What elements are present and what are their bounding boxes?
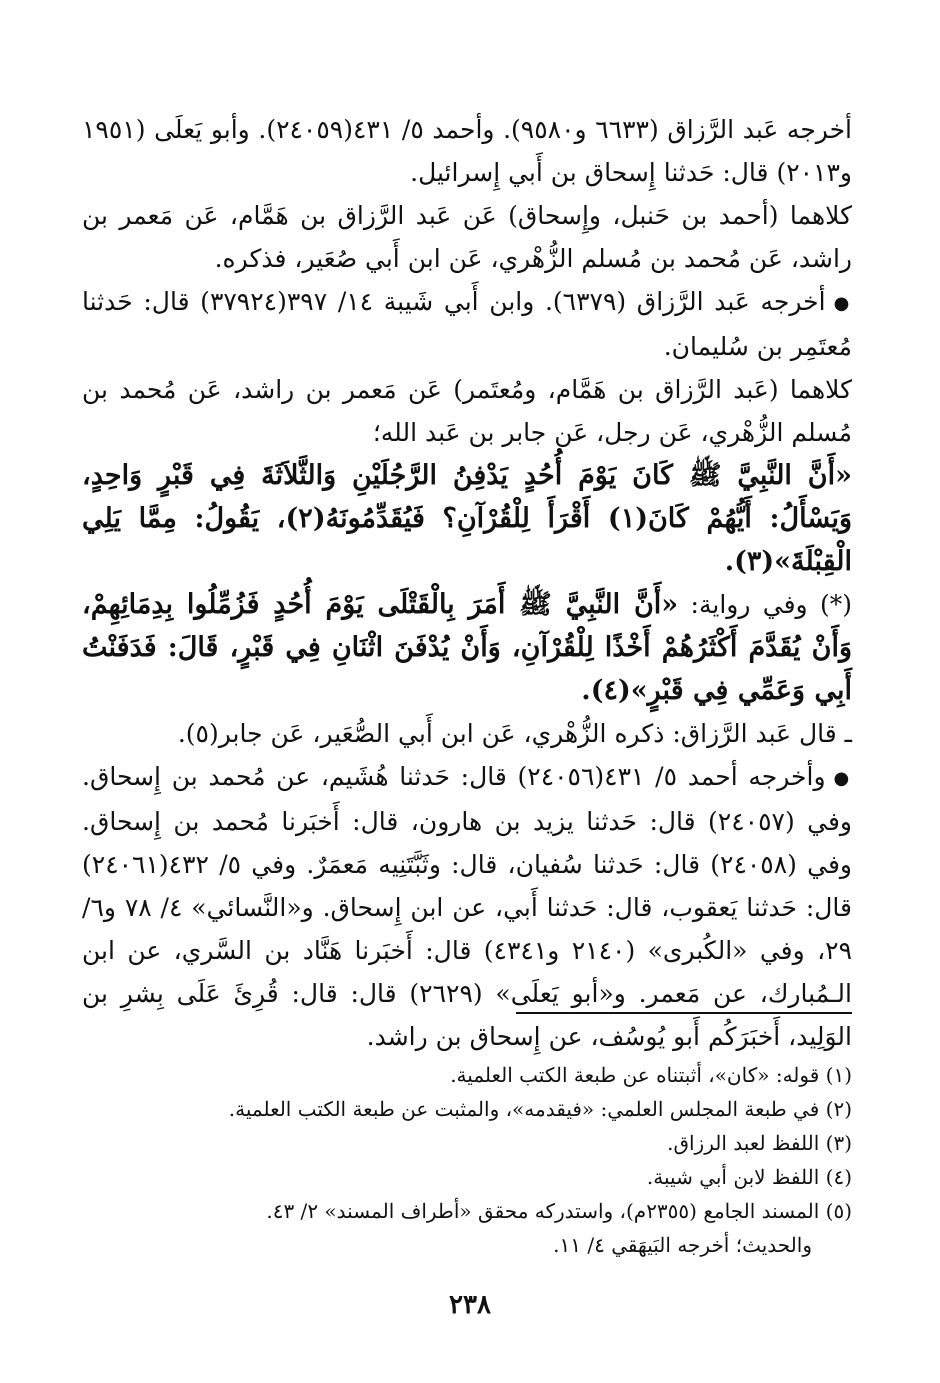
paragraph-text: كلاهما (عَبد الرَّزاق بن هَمَّام، ومُعتَمر) عَن مَعمر بن راشد، عَن مُحمد بن مُسلم الزُّهْري، عَن رجل، عَن جابر بن عَبد الله؛ [82,375,852,447]
paragraph [82,368,852,454]
page-number: ٢٣٨ [449,1290,491,1320]
abdurrazzaq-note [82,712,852,755]
footnotes [82,1058,852,1262]
riwaya-paragraph [82,583,852,712]
bullet-icon: ● [833,293,852,314]
paragraph [82,280,852,368]
paragraph-text: كلاهما (أحمد بن حَنبل، وإِسحاق) عَن عَبد الرَّزاق بن هَمَّام، عَن مَعمر بن راشد، عَن مُحمد بن مُسلم الزُّهْري، عَن ابن أَبي صُعَير، فذكره. [82,201,852,273]
footnote: (٢) في طبعة المجلس العلمي: «فيقدمه»، والمثبت عن طبعة الكتب العلمية. [228,1097,852,1121]
footnote: (٤) اللفظ لابن أبي شيبة. [646,1165,852,1189]
hadith-text [82,454,852,583]
hadith-main: «أَنَّ النَّبِيَّ ﷺ كَانَ يَوْمَ أُحُدٍ يَدْفِنُ الرَّجُلَيْنِ وَالثَّلاَثَةَ فِي قَبْرٍ وَاحِدٍ، وَيَسْأَلُ: أَيُّهُمْ كَانَ(١) أَقْرَأَ لِلْقُرْآنِ؟ فَيُقَدِّمُونَهُ(٢)، يَقُولُ: مِمَّا يَلِي الْقِبْلَةَ»(٣). [82,460,852,577]
footnote-continuation: والحديث؛ أخرجه البَيهَقي ٤/ ١١. [553,1233,812,1257]
main-text [82,108,852,1058]
paragraph [82,194,852,280]
bullet-icon: ● [833,768,852,789]
footnote-divider [516,1012,852,1014]
paragraph-text: أخرجه عَبد الرَّزاق (٦٣٧٩). وابن أَبي شَيبة ١٤/ ٣٩٧(٣٧٩٢٤) قال: حَدثنا مُعتَمِر بن سُليمان. [82,287,852,361]
footnote: (٣) اللفظ لعبد الرزاق. [667,1131,852,1155]
paragraph [82,108,852,194]
footnote: (١) قوله: «كان»، أثبتناه عن طبعة الكتب العلمية. [450,1063,852,1087]
paragraph-text: أخرجه عَبد الرَّزاق (٦٦٣٣ و٩٥٨٠). وأحمد ٥/ ٤٣١(٢٤٠٥٩). وأبو يَعلَى (١٩٥١ و٢٠١٣) قال: حَدثنا إِسحاق بن أَبي إِسرائيل. [82,115,852,187]
riwaya-text: «أَنَّ النَّبِيَّ ﷺ أَمَرَ بِالْقَتْلَى يَوْمَ أُحُدٍ فَزُمِّلُوا بِدِمَائِهِمْ، وَأَنْ يُقَدَّمَ أَكْثَرُهُمْ أَخْذًا لِلْقُرْآنِ، وَأَنْ يُدْفَنَ اثْنَانِ فِي قَبْرٍ، قَالَ: فَدَفَنْتُ أَبِي وَعَمِّي فِي قَبْرٍ»(٤). [82,589,852,706]
paragraph-text: وأخرجه أحمد ٥/ ٤٣١(٢٤٠٥٦) قال: حَدثنا هُشَيم، عن مُحمد بن إِسحاق. وفي (٢٤٠٥٧) قال: حَدثنا يزيد بن هارون، قال: أَخبَرنا مُحمد بن إِسحاق. وفي (٢٤٠٥٨) قال: حَدثنا سُفيان، قال: وثَبَّتَنِيه مَعمَرٌ. وفي ٥/ ٤٣٢(٢٤٠٦١) قال: حَدثنا يَعقوب، قال: حَدثنا أَبي، عن ابن إِسحاق. و«النَّسائي» ٤/ ٧٨ و٦/ ٢٩، وفي «الكُبرى» (٢١٤٠ و٤٣٤١) قال: أَخبَرنا هَنَّاد بن السَّري، عن ابن الـمُبارك، عن مَعمر. و«أبو يَعلَى» (٢٦٢٩) قال: قال: قُرِئَ عَلَى بِشرِ بن الوَلِيد، أَخبَرَكُم أَبو يُوسُف، عن إِسحاق بن راشد. [82,762,853,1051]
footnote: (٥) المسند الجامع (٢٣٥٥م)، واستدركه محقق «أطراف المسند» ٢/ ٤٣. [266,1199,852,1223]
riwaya-prefix: (*) وفي رواية: [678,590,852,619]
note-text: ـ قال عَبد الرَّزاق: ذكره الزُّهْري، عَن ابن أَبي الصُّعَير، عَن جابر(٥). [177,719,852,748]
